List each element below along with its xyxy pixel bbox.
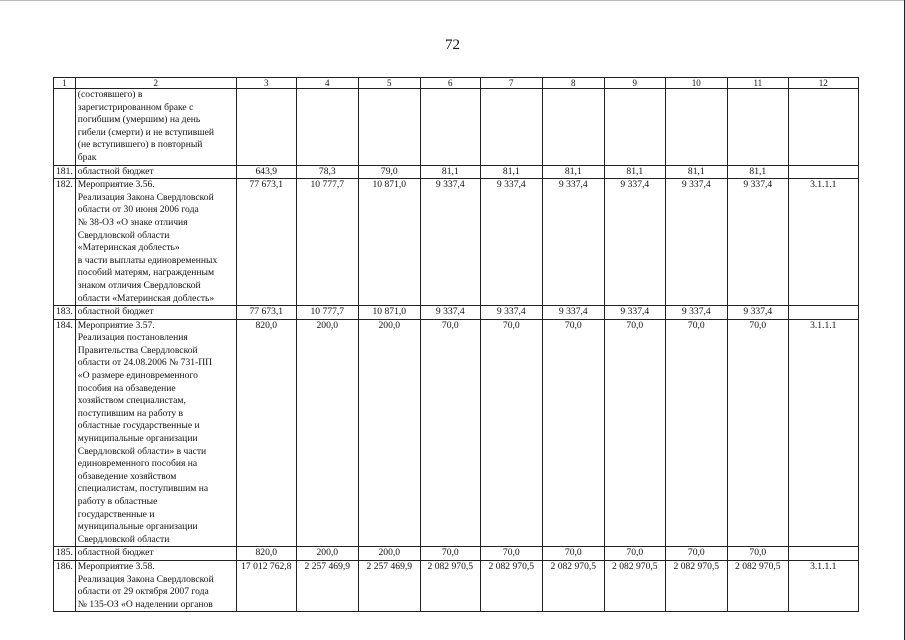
description-line: Реализация Закона Свердловской — [77, 191, 214, 203]
header-cell: 8 — [542, 78, 604, 89]
description-line: пособий матерям, награжденным — [77, 267, 215, 279]
row-number: 183. — [54, 306, 76, 320]
description-line: погибшим (умершим) на день — [77, 114, 201, 126]
value-cell: 79,0 — [358, 165, 420, 179]
row-number: 184. — [54, 319, 76, 547]
value-cell: 2 257 469,9 — [358, 560, 420, 611]
value-cell: 81,1 — [665, 165, 727, 179]
description-line: муниципальные организации — [77, 433, 198, 445]
table-row — [54, 319, 859, 547]
description-line: хозяйством специалистам, — [77, 395, 186, 407]
value-cell: 9 337,4 — [665, 306, 727, 320]
value-cell: 9 337,4 — [727, 306, 788, 320]
description-line: Мероприятие 3.57. — [77, 319, 155, 331]
value-cell: 2 082 970,5 — [480, 560, 542, 611]
value-cell — [420, 89, 480, 166]
header-cell: 12 — [788, 78, 858, 89]
value-cell — [665, 89, 727, 166]
header-cell: 7 — [480, 78, 542, 89]
description-line: (не вступившего) в повторный — [77, 139, 203, 151]
row-number: 186. — [54, 560, 76, 611]
value-cell: 2 082 970,5 — [665, 560, 727, 611]
value-cell: 2 257 469,9 — [296, 560, 358, 611]
row-description — [75, 89, 236, 166]
value-cell: 81,1 — [542, 165, 604, 179]
value-cell: 9 337,4 — [665, 179, 727, 306]
target-code — [788, 89, 858, 166]
value-cell: 70,0 — [727, 319, 788, 547]
row-description — [75, 547, 236, 561]
header-cell: 3 — [236, 78, 296, 89]
value-cell: 77 673,1 — [236, 306, 296, 320]
page-number: 72 — [445, 37, 460, 53]
value-cell: 2 082 970,5 — [727, 560, 788, 611]
value-cell: 9 337,4 — [604, 179, 665, 306]
table-body — [54, 78, 859, 612]
description-line: области от 30 июня 2006 года — [77, 204, 199, 216]
value-cell: 10 777,7 — [296, 179, 358, 306]
header-cell: 11 — [727, 78, 788, 89]
row-description — [75, 560, 236, 611]
table-row — [54, 89, 859, 166]
value-cell: 9 337,4 — [542, 306, 604, 320]
value-cell: 9 337,4 — [420, 179, 480, 306]
value-cell: 9 337,4 — [542, 179, 604, 306]
value-cell: 2 082 970,5 — [420, 560, 480, 611]
value-cell: 2 082 970,5 — [604, 560, 665, 611]
target-code — [788, 306, 858, 320]
value-cell: 70,0 — [542, 319, 604, 547]
description-line: Реализация Закона Свердловской — [77, 573, 214, 585]
value-cell: 70,0 — [665, 547, 727, 561]
description-line: «О размере единовременного — [77, 370, 198, 382]
description-line: Свердловской области — [77, 229, 170, 241]
description-line: областные государственные и — [77, 420, 200, 432]
value-cell: 9 337,4 — [604, 306, 665, 320]
description-line: № 38-ОЗ «О знаке отличия — [77, 216, 188, 228]
description-line: Мероприятие 3.56. — [77, 179, 155, 191]
description-line: государственные и — [77, 508, 155, 520]
page-top-edge — [0, 0, 905, 1]
description-line: областной бюджет — [77, 306, 154, 318]
value-cell: 820,0 — [236, 547, 296, 561]
value-cell: 2 082 970,5 — [542, 560, 604, 611]
value-cell: 81,1 — [727, 165, 788, 179]
value-cell: 9 337,4 — [480, 306, 542, 320]
description-line: «Материнская доблесть» — [77, 242, 180, 254]
row-number: 185. — [54, 547, 76, 561]
description-line: зарегистрированном браке с — [77, 101, 194, 113]
header-cell: 1 — [54, 78, 76, 89]
row-description — [75, 165, 236, 179]
description-line: брак — [77, 151, 97, 163]
description-line: поступившим на работу в — [77, 407, 184, 419]
header-cell: 5 — [358, 78, 420, 89]
row-description — [75, 306, 236, 320]
description-line: единовременного пособия на — [77, 458, 198, 470]
row-description — [75, 179, 236, 306]
description-line: знаком отличия Свердловской — [77, 279, 201, 291]
description-line: Мероприятие 3.58. — [77, 560, 155, 572]
value-cell: 70,0 — [420, 319, 480, 547]
table-row — [54, 560, 859, 611]
description-line: области от 29 октября 2007 года — [77, 586, 209, 598]
value-cell — [236, 89, 296, 166]
table-row — [54, 179, 859, 306]
value-cell: 200,0 — [296, 547, 358, 561]
value-cell: 70,0 — [727, 547, 788, 561]
value-cell — [542, 89, 604, 166]
header-row — [54, 78, 859, 89]
value-cell: 200,0 — [296, 319, 358, 547]
description-line: областной бюджет — [77, 165, 154, 177]
description-line: Правительства Свердловской — [77, 344, 198, 356]
description-line: № 135-ОЗ «О наделении органов — [77, 598, 213, 610]
value-cell — [727, 89, 788, 166]
header-cell: 6 — [420, 78, 480, 89]
description-line: области от 24.08.2006 № 731-ПП — [77, 357, 213, 369]
value-cell — [296, 89, 358, 166]
value-cell: 70,0 — [604, 319, 665, 547]
value-cell: 820,0 — [236, 319, 296, 547]
value-cell: 200,0 — [358, 319, 420, 547]
value-cell: 70,0 — [480, 319, 542, 547]
description-line: специалистам, поступившим на — [77, 483, 209, 495]
header-cell: 4 — [296, 78, 358, 89]
value-cell: 9 337,4 — [420, 306, 480, 320]
value-cell: 9 337,4 — [480, 179, 542, 306]
value-cell: 9 337,4 — [727, 179, 788, 306]
value-cell: 81,1 — [604, 165, 665, 179]
header-cell: 2 — [75, 78, 236, 89]
budget-table — [53, 77, 859, 612]
target-code: 3.1.1.1 — [788, 560, 858, 611]
value-cell — [604, 89, 665, 166]
description-line: Свердловской области — [77, 533, 170, 545]
row-number: 182. — [54, 179, 76, 306]
description-line: областной бюджет — [77, 547, 154, 559]
value-cell: 17 012 762,8 — [236, 560, 296, 611]
description-line: (состоявшего) в — [77, 89, 143, 100]
row-description — [75, 319, 236, 547]
table-row — [54, 165, 859, 179]
value-cell — [358, 89, 420, 166]
header-cell: 9 — [604, 78, 665, 89]
description-line: Свердловской области» в части — [77, 445, 207, 457]
description-line: муниципальные организации — [77, 521, 198, 533]
value-cell: 10 777,7 — [296, 306, 358, 320]
value-cell: 70,0 — [420, 547, 480, 561]
target-code: 3.1.1.1 — [788, 319, 858, 547]
value-cell: 70,0 — [480, 547, 542, 561]
value-cell: 10 871,0 — [358, 306, 420, 320]
header-cell: 10 — [665, 78, 727, 89]
description-line: области «Материнская доблесть» — [77, 292, 215, 304]
table-row — [54, 306, 859, 320]
value-cell: 81,1 — [480, 165, 542, 179]
target-code: 3.1.1.1 — [788, 179, 858, 306]
value-cell: 70,0 — [604, 547, 665, 561]
description-line: обзаведение хозяйством — [77, 470, 177, 482]
description-line: гибели (смерти) и не вступившей — [77, 126, 215, 138]
row-number — [54, 89, 76, 166]
row-number: 181. — [54, 165, 76, 179]
value-cell — [480, 89, 542, 166]
description-line: в части выплаты единовременных — [77, 254, 218, 266]
value-cell: 10 871,0 — [358, 179, 420, 306]
value-cell: 70,0 — [542, 547, 604, 561]
value-cell: 77 673,1 — [236, 179, 296, 306]
value-cell: 70,0 — [665, 319, 727, 547]
value-cell: 200,0 — [358, 547, 420, 561]
target-code — [788, 165, 858, 179]
description-line: работу в областные — [77, 496, 158, 507]
target-code — [788, 547, 858, 561]
value-cell: 643,9 — [236, 165, 296, 179]
description-line: пособия на обзаведение — [77, 382, 176, 394]
value-cell: 81,1 — [420, 165, 480, 179]
value-cell: 78,3 — [296, 165, 358, 179]
table-row — [54, 547, 859, 561]
description-line: Реализация постановления — [77, 332, 188, 344]
